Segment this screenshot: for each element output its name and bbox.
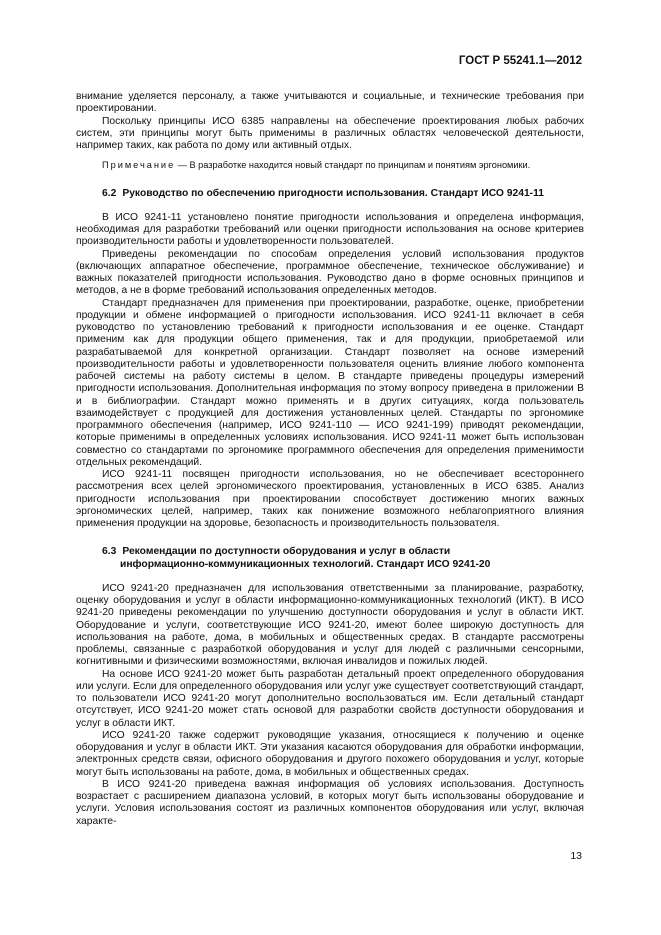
page-content — [76, 91, 584, 828]
page-number: 13 — [570, 850, 582, 862]
section-6-3-paragraph-3: ИСО 9241-20 также содержит руководящие указания, относящиеся к получению и оценке оборудования и услуг в области ИКТ. Эти указания касаются оборудования для обработки информации, электронных средств связи, офисного оборудования и другого похожего оборудования и услуг, которые могут быть использованы на работе, дома, в мобильных и общественных средах. — [76, 729, 584, 778]
section-6-3-title-line-1: Рекомендации по доступности оборудования и услуг в области — [122, 546, 451, 558]
note-label: Примечание — [102, 160, 176, 171]
section-6-2-title: Руководство по обеспечению пригодности использования. Стандарт ИСО 9241-11 — [122, 187, 544, 199]
note — [76, 159, 584, 171]
intro-paragraph-2: Поскольку принципы ИСО 6385 направлены на обеспечение проектирования любых рабочих систем, эти принципы могут быть применимы в различных областях человеческой деятельности, например таких, как работа по дому или активный отдых. — [76, 115, 584, 151]
section-6-2-paragraph-1: В ИСО 9241-11 установлено понятие пригодности использования и определена информация, необходимая для разработки требований или оценки пригодности использования на основе критериев производительности работы и удовлетворенности пользователей. — [76, 211, 584, 248]
section-6-3-title-line-2: информационно-коммуникационных технологий. Стандарт ИСО 9241-20 — [120, 558, 491, 570]
section-6-3-heading — [76, 546, 584, 571]
section-6-2-paragraph-3: Стандарт предназначен для применения при проектировании, разработке, оценке, приобретении продукции и обмене информацией о пригодности использования. ИСО 9241-11 включает в себя руководство по установлению требований к пригодности использования и ее оценке. Стандарт применим как для продукции общего применения, так и для продукции, приобретаемой или разрабатываемой для конкретной организации. Стандарт позволяет на основе измерений производительности работы и удовлетворенности пользователя оценить влияние любого компонента рабочей системы на работу системы в целом. В стандарте приведены процедуры измерений пригодности использования. Дополнительная информация по этому вопросу приведена в приложении В и в библиографии. Стандарт можно применять и в других ситуациях, когда пользователь взаимодействует с продукцией для достижения установленных целей. Стандарты по эргономике программного обеспечения (например, ИСО 9241-110 — ИСО 9241-199) приводят рекомендации, которые применимы в определенных условиях использования. ИСО 9241-11 может быть использован совместно со стандартами по эргономике программного обеспечения для определения применимости отдельных рекомендаций. — [76, 297, 584, 468]
section-6-3-number: 6.3 — [102, 546, 117, 558]
section-6-2-paragraph-2: Приведены рекомендации по способам определения условий использования продуктов (включающих аппаратное обеспечение, программное обеспечение, техническое обслуживание) и важных показателей пригодности использования. Руководство дано в форме основных принципов и методов, а не в форме требований использования определенных методов. — [76, 248, 584, 297]
section-6-2-heading — [76, 188, 584, 200]
section-6-3-paragraph-4: В ИСО 9241-20 приведена важная информация об условиях использования. Доступность возрастает с расширением диапазона условий, в которых могут быть использованы оборудование и услуги. Условия использования состоят из различных компонентов оборудования или услуг, включая характе- — [76, 778, 584, 827]
intro-paragraph-1: внимание уделяется персоналу, а также учитываются и социальные, и технические требования при проектировании. — [76, 91, 584, 115]
section-6-3-paragraph-2: На основе ИСО 9241-20 может быть разработан детальный проект определенного оборудования или услуги. Если для определенного оборудования или услуг уже существует соответствующий стандарт, то пользователи ИСО 9241-20 могут дополнительно воспользоваться им. Если детальный стандарт отсутствует, ИСО 9241-20 может стать основой для разработки свойств доступности оборудования и услуг в области ИКТ. — [76, 668, 584, 729]
section-6-3-paragraph-1: ИСО 9241-20 предназначен для использования ответственными за планирование, разработку, оценку оборудования и услуг в области информационно-коммуникационных технологий (ИКТ). В ИСО 9241-20 приведены рекомендации по улучшению доступности оборудования и услуг в области ИКТ. Оборудование и услуги, соответствующие ИСО 9241-20, имеют более широкую доступность для использования на работе, дома, в мобильных и общественных средах. В стандарте рассмотрены проблемы, связанные с разработкой оборудования и услуг для людей с различными сенсорными, когнитивными и физическими возможностями, включая инвалидов и пожилых людей. — [76, 582, 584, 668]
section-6-2-number: 6.2 — [102, 187, 117, 199]
note-text: — В разработке находится новый стандарт по принципам и понятиям эргономики. — [175, 160, 531, 171]
section-6-2-paragraph-4: ИСО 9241-11 посвящен пригодности использования, но не обеспечивает всестороннего рассмотрения всех целей эргономического проектирования, установленных в ИСО 6385. Анализ пригодности использования при проектировании способствует достижению многих важных эргономических целей, например, таких как понижение возможного неблагоприятного влияния применения продукции на здоровье, безопасность и производительность пользователя. — [76, 469, 584, 529]
document-header: ГОСТ Р 55241.1—2012 — [458, 55, 582, 67]
